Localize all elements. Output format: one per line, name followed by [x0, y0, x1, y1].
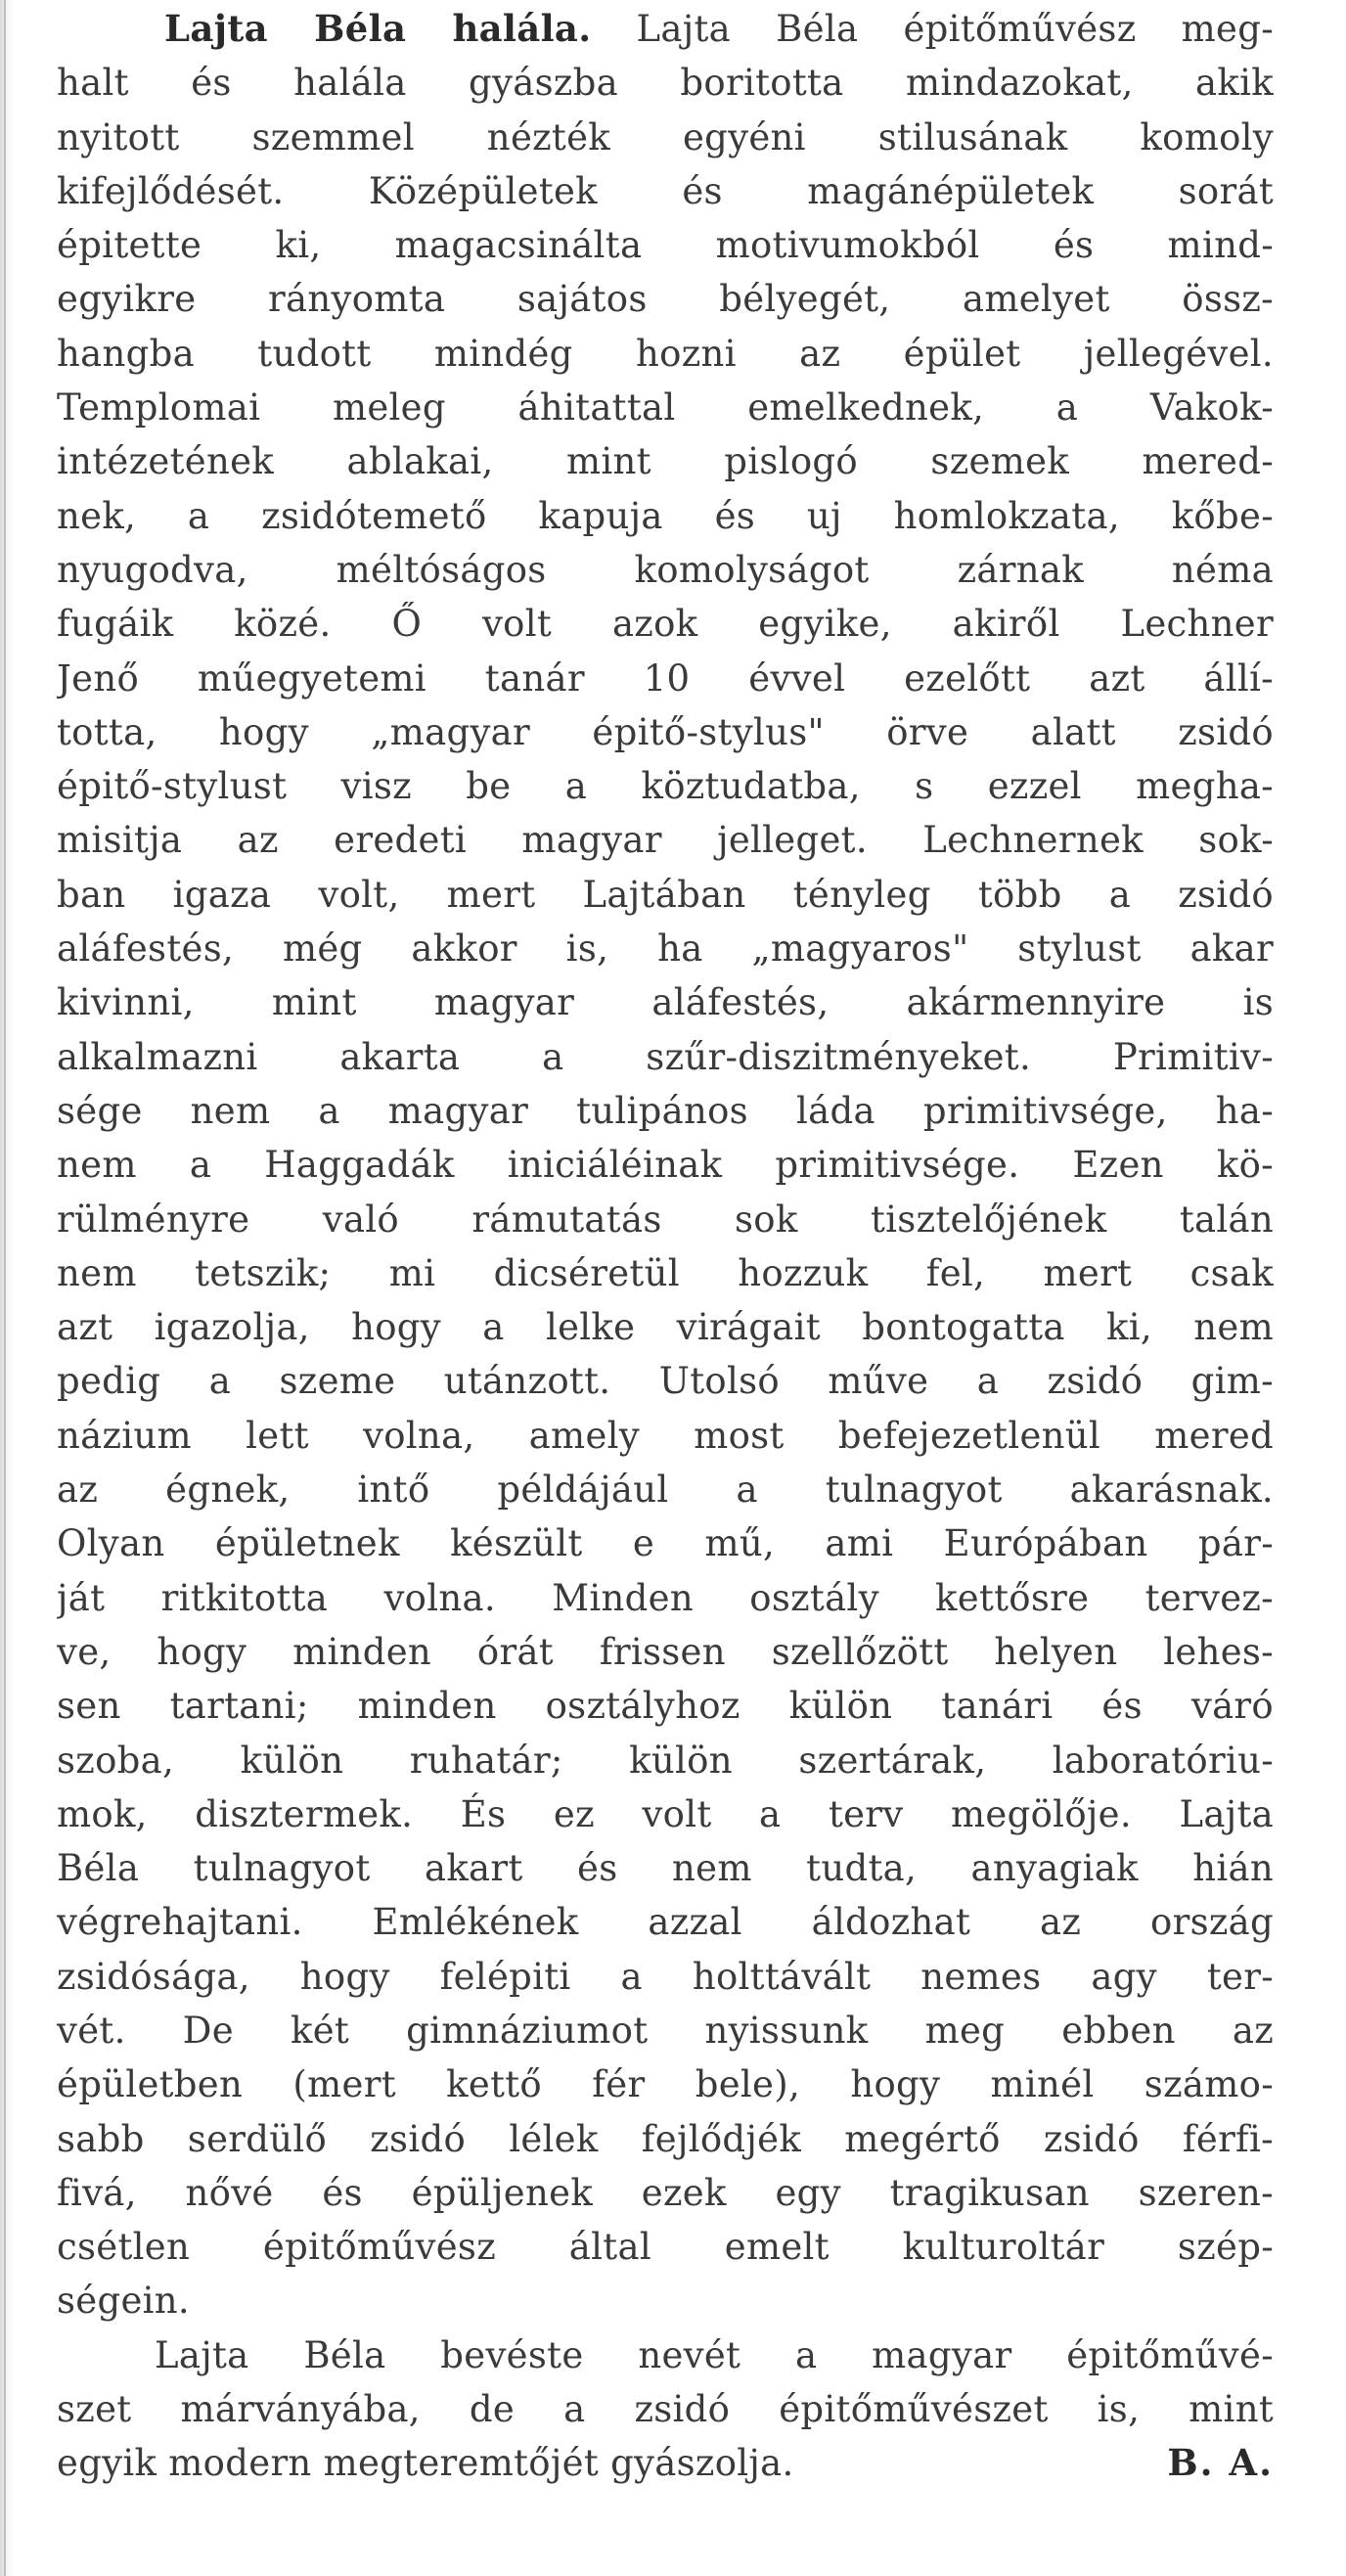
article-line: sége nem a magyar tulipános láda primitivsége, ha- [57, 1089, 1274, 1132]
article-line: halt és halála gyászba boritotta mindazokat, akik [57, 62, 1274, 105]
article-line: épitő-stylust visz be a köztudatba, s ezzel megha- [57, 765, 1274, 808]
article-line: végrehajtani. Emlékének azzal áldozhat az ország [57, 1901, 1274, 1944]
article-final-line [57, 2436, 1274, 2490]
article-line: Olyan épületnek készült e mű, ami Európában pár- [57, 1522, 1274, 1565]
article-line: épitette ki, magacsinálta motivumokból és mind- [57, 224, 1274, 267]
article-line: Béla tulnagyot akart és nem tudta, anyagiak hián [57, 1847, 1274, 1890]
article-line: mok, disztermek. És ez volt a terv megölője. Lajta [57, 1792, 1274, 1835]
article-line: pedig a szeme utánzott. Utolsó műve a zsidó gim- [57, 1360, 1274, 1403]
article-line: zsidósága, hogy felépiti a holttávált nemes agy ter- [57, 1955, 1274, 1998]
article-line: egyikre rányomta sajátos bélyegét, amelyet össz- [57, 278, 1274, 321]
article-line: sabb serdülő zsidó lélek fejlődjék megértő zsidó férfi- [57, 2117, 1274, 2160]
article-line: sen tartani; minden osztályhoz külön tanári és váró [57, 1685, 1274, 1728]
article-line: hangba tudott mindég hozni az épület jellegével. [57, 332, 1274, 375]
article-line: csétlen épitőművész által emelt kulturoltár szép- [57, 2226, 1274, 2269]
article-line: nyitott szemmel nézték egyéni stilusának komoly [57, 115, 1274, 158]
article-line: kivinni, mint magyar aláfestés, akármennyire is [57, 981, 1274, 1024]
article-line: nek, a zsidótemető kapuja és uj homlokzata, kőbe- [57, 494, 1274, 537]
article-line: Templomai meleg áhitattal emelkednek, a Vakok- [57, 386, 1274, 429]
article-line: szoba, külön ruhatár; külön szertárak, laboratóriu- [57, 1739, 1274, 1782]
article-line: az égnek, intő példájául a tulnagyot akarásnak. [57, 1469, 1274, 1512]
article-line: ve, hogy minden órát frissen szellőzött helyen lehes- [57, 1630, 1274, 1673]
article-line: Lajta Béla bevéste nevét a magyar épitőművé- [155, 2333, 1274, 2376]
article-line: nem tetszik; mi dicséretül hozzuk fel, mert csak [57, 1251, 1274, 1294]
article-line: rülményre való rámutatás sok tisztelőjének talán [57, 1198, 1274, 1241]
article-line: aláfestés, még akkor is, ha „magyaros" stylust akar [57, 927, 1274, 971]
author-signature: B. A. [1167, 2441, 1274, 2485]
article-line-text: Lajta Béla épitőművész meg- [636, 8, 1274, 50]
article-line: szet márványába, de a zsidó épitőművészet is, mint [57, 2388, 1274, 2431]
article-line: kifejlődését. Középületek és magánépületek sorát [57, 169, 1274, 212]
article-line-text: egyik modern megteremtőjét gyászolja. [57, 2442, 794, 2485]
article-line: nem a Haggadák iniciáléinak primitivsége. Ezen kö- [57, 1144, 1274, 1187]
article-line: épületben (mert kettő fér bele), hogy minél számo- [57, 2063, 1274, 2106]
article [57, 2, 1274, 2491]
article-line: alkalmazni akarta a szűr-diszitményeket. Primitiv- [57, 1035, 1274, 1078]
article-line: ját ritkitotta volna. Minden osztály kettősre tervez- [57, 1576, 1274, 1619]
column-rule [4, 0, 6, 2576]
article-line-1 [57, 2, 1274, 56]
article-headline: Lajta Béla halála. [164, 7, 592, 50]
article-line: vét. De két gimnáziumot nyissunk meg ebben az [57, 2009, 1274, 2052]
article-line: Jenő műegyetemi tanár 10 évvel ezelőtt azt állí- [57, 656, 1274, 700]
article-line: totta, hogy „magyar épitő-stylus" örve alatt zsidó [57, 710, 1274, 753]
article-line: ban igaza volt, mert Lajtában tényleg több a zsidó [57, 873, 1274, 916]
article-line: intézetének ablakai, mint pislogó szemek mered- [57, 440, 1274, 483]
article-line: nyugodva, méltóságos komolyságot zárnak néma [57, 548, 1274, 591]
article-line: ségein. [57, 2280, 190, 2323]
article-line: fivá, nővé és épüljenek ezek egy tragikusan szeren- [57, 2171, 1274, 2214]
article-line: názium lett volna, amely most befejezetlenül mered [57, 1414, 1274, 1457]
article-line: azt igazolja, hogy a lelke virágait bontogatta ki, nem [57, 1306, 1274, 1349]
article-line: fugáik közé. Ő volt azok egyike, akiről Lechner [57, 603, 1274, 646]
article-line: misitja az eredeti magyar jelleget. Lechnernek sok- [57, 819, 1274, 862]
